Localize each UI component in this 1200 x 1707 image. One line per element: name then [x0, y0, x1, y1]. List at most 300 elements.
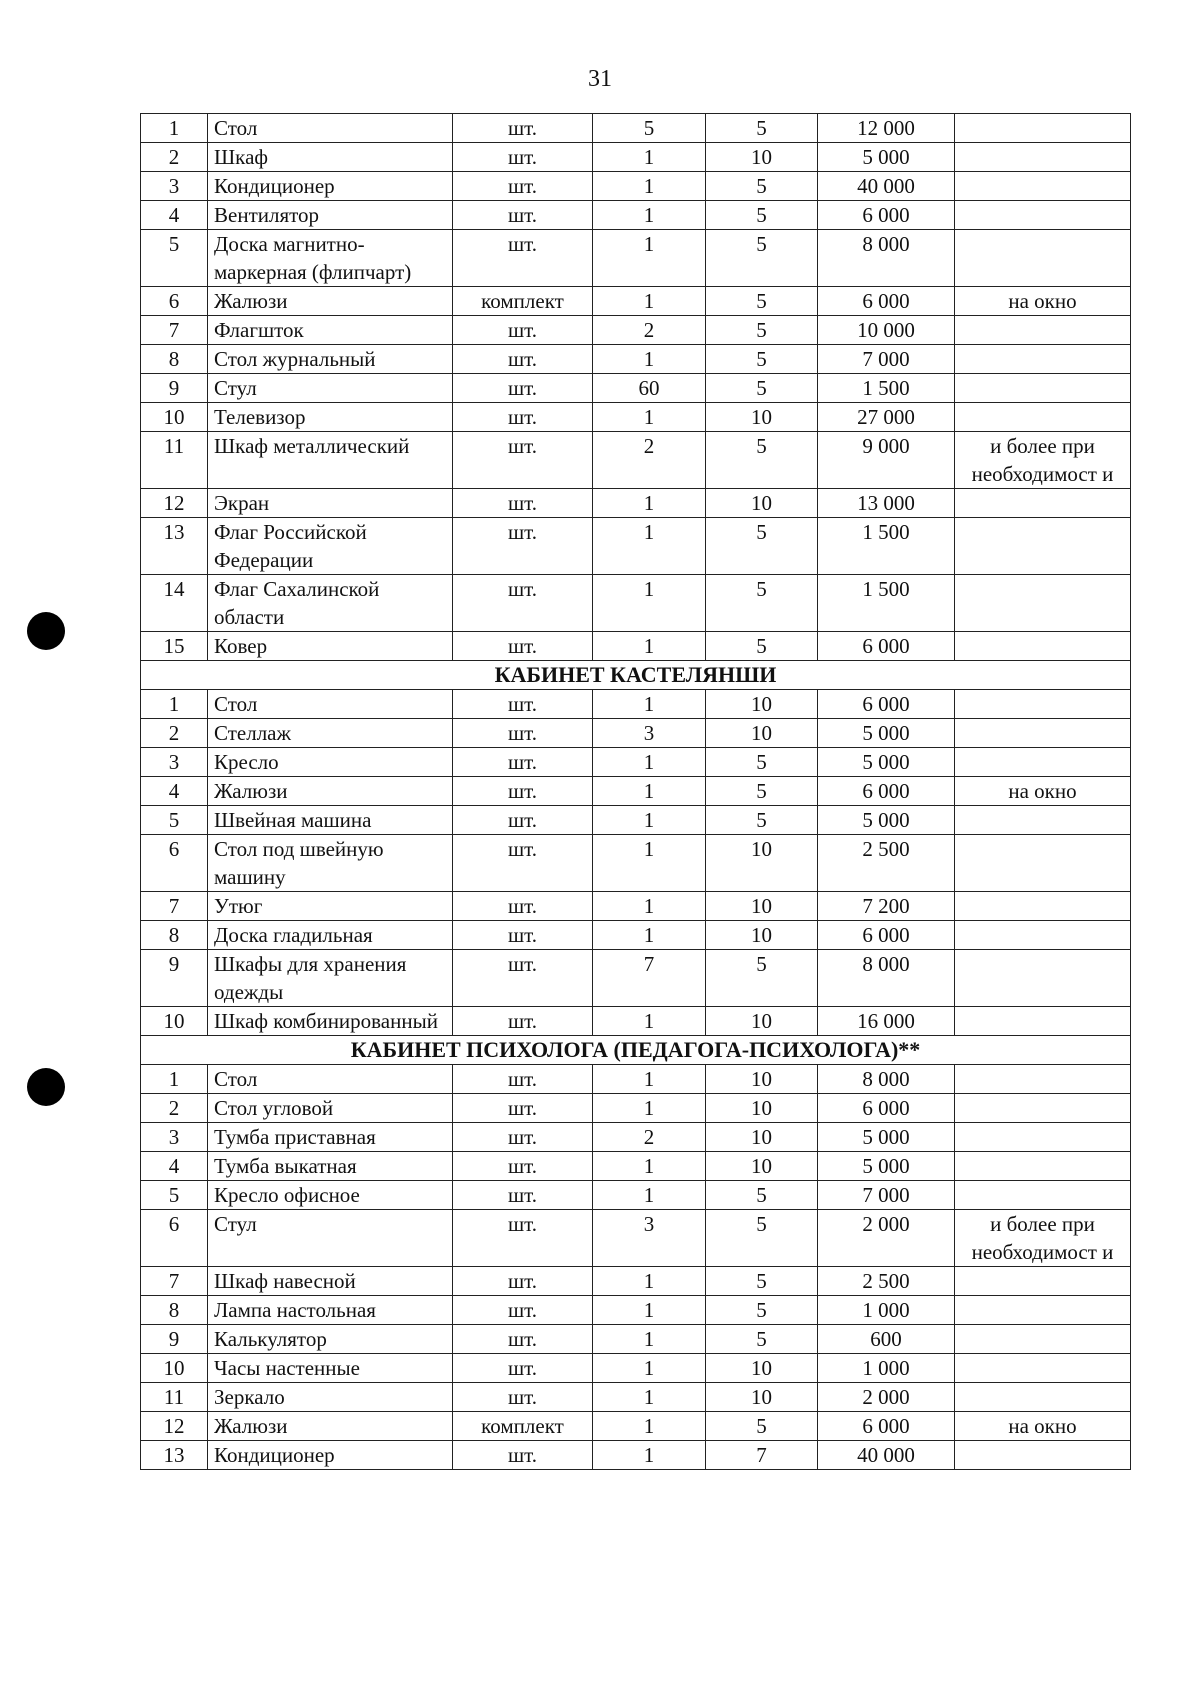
item-note	[955, 1441, 1131, 1470]
item-price: 2 500	[818, 835, 955, 892]
item-service-years: 10	[706, 892, 818, 921]
table-row	[141, 690, 1131, 719]
item-note	[955, 632, 1131, 661]
item-service-years: 5	[706, 777, 818, 806]
row-number: 13	[141, 518, 208, 575]
row-number: 4	[141, 1152, 208, 1181]
table-row	[141, 1094, 1131, 1123]
item-quantity: 1	[593, 1007, 706, 1036]
item-quantity: 1	[593, 403, 706, 432]
item-name: Стол угловой	[208, 1094, 453, 1123]
table-row	[141, 287, 1131, 316]
row-number: 10	[141, 403, 208, 432]
item-note	[955, 1383, 1131, 1412]
item-unit: шт.	[453, 1296, 593, 1325]
row-number: 5	[141, 806, 208, 835]
item-name: Стол журнальный	[208, 345, 453, 374]
item-price: 600	[818, 1325, 955, 1354]
item-note	[955, 921, 1131, 950]
item-name: Жалюзи	[208, 1412, 453, 1441]
item-quantity: 1	[593, 1296, 706, 1325]
item-service-years: 5	[706, 748, 818, 777]
item-price: 27 000	[818, 403, 955, 432]
table-row	[141, 1123, 1131, 1152]
item-name: Швейная машина	[208, 806, 453, 835]
item-note	[955, 1007, 1131, 1036]
item-unit: шт.	[453, 1210, 593, 1267]
item-unit: шт.	[453, 748, 593, 777]
item-note	[955, 1094, 1131, 1123]
item-name: Стол	[208, 690, 453, 719]
table-row	[141, 806, 1131, 835]
item-quantity: 2	[593, 316, 706, 345]
item-quantity: 1	[593, 632, 706, 661]
item-note: на окно	[955, 287, 1131, 316]
item-unit: шт.	[453, 892, 593, 921]
item-price: 6 000	[818, 690, 955, 719]
item-unit: шт.	[453, 1354, 593, 1383]
item-service-years: 7	[706, 1441, 818, 1470]
item-note	[955, 892, 1131, 921]
item-service-years: 10	[706, 1354, 818, 1383]
item-quantity: 5	[593, 114, 706, 143]
row-number: 12	[141, 489, 208, 518]
item-price: 10 000	[818, 316, 955, 345]
table-row	[141, 1210, 1131, 1267]
row-number: 9	[141, 374, 208, 403]
item-note	[955, 518, 1131, 575]
item-quantity: 1	[593, 172, 706, 201]
item-price: 12 000	[818, 114, 955, 143]
item-unit: комплект	[453, 287, 593, 316]
item-quantity: 1	[593, 835, 706, 892]
item-service-years: 10	[706, 1065, 818, 1094]
row-number: 3	[141, 172, 208, 201]
item-service-years: 5	[706, 1296, 818, 1325]
item-service-years: 5	[706, 1325, 818, 1354]
item-service-years: 10	[706, 835, 818, 892]
item-unit: шт.	[453, 489, 593, 518]
item-name: Лампа настольная	[208, 1296, 453, 1325]
row-number: 1	[141, 114, 208, 143]
item-quantity: 1	[593, 575, 706, 632]
row-number: 4	[141, 201, 208, 230]
item-unit: шт.	[453, 432, 593, 489]
item-name: Шкаф комбинированный	[208, 1007, 453, 1036]
item-note	[955, 1296, 1131, 1325]
row-number: 8	[141, 345, 208, 374]
table-row	[141, 1296, 1131, 1325]
item-unit: шт.	[453, 172, 593, 201]
row-number: 14	[141, 575, 208, 632]
item-unit: шт.	[453, 1181, 593, 1210]
row-number: 9	[141, 950, 208, 1007]
item-quantity: 1	[593, 1152, 706, 1181]
item-service-years: 5	[706, 287, 818, 316]
item-service-years: 10	[706, 1007, 818, 1036]
item-quantity: 3	[593, 1210, 706, 1267]
table-row	[141, 575, 1131, 632]
item-quantity: 1	[593, 1267, 706, 1296]
item-name: Жалюзи	[208, 287, 453, 316]
row-number: 7	[141, 1267, 208, 1296]
row-number: 3	[141, 1123, 208, 1152]
item-price: 1 500	[818, 518, 955, 575]
item-service-years: 5	[706, 1412, 818, 1441]
row-number: 5	[141, 230, 208, 287]
row-number: 2	[141, 143, 208, 172]
item-quantity: 1	[593, 489, 706, 518]
item-note	[955, 345, 1131, 374]
item-price: 6 000	[818, 921, 955, 950]
table-row	[141, 316, 1131, 345]
item-note	[955, 806, 1131, 835]
item-name: Зеркало	[208, 1383, 453, 1412]
item-quantity: 1	[593, 1412, 706, 1441]
item-unit: шт.	[453, 403, 593, 432]
section-title: КАБИНЕТ ПСИХОЛОГА (ПЕДАГОГА-ПСИХОЛОГА)**	[141, 1036, 1131, 1065]
item-note	[955, 950, 1131, 1007]
item-price: 6 000	[818, 1094, 955, 1123]
row-number: 2	[141, 719, 208, 748]
item-note	[955, 835, 1131, 892]
item-service-years: 5	[706, 1181, 818, 1210]
item-price: 2 500	[818, 1267, 955, 1296]
item-price: 8 000	[818, 950, 955, 1007]
row-number: 9	[141, 1325, 208, 1354]
table-row	[141, 777, 1131, 806]
item-price: 9 000	[818, 432, 955, 489]
table-row	[141, 230, 1131, 287]
item-service-years: 5	[706, 230, 818, 287]
table-row	[141, 748, 1131, 777]
item-unit: шт.	[453, 374, 593, 403]
row-number: 15	[141, 632, 208, 661]
item-note	[955, 172, 1131, 201]
row-number: 13	[141, 1441, 208, 1470]
item-unit: шт.	[453, 1325, 593, 1354]
item-quantity: 1	[593, 1383, 706, 1412]
item-price: 16 000	[818, 1007, 955, 1036]
item-unit: шт.	[453, 690, 593, 719]
item-name: Флагшток	[208, 316, 453, 345]
item-service-years: 10	[706, 1094, 818, 1123]
item-quantity: 1	[593, 806, 706, 835]
item-name: Телевизор	[208, 403, 453, 432]
item-price: 1 000	[818, 1296, 955, 1325]
item-unit: комплект	[453, 1412, 593, 1441]
item-name: Кондиционер	[208, 1441, 453, 1470]
item-price: 6 000	[818, 632, 955, 661]
item-unit: шт.	[453, 806, 593, 835]
table-row	[141, 374, 1131, 403]
table-row	[141, 1412, 1131, 1441]
item-name: Доска магнитно-маркерная (флипчарт)	[208, 230, 453, 287]
item-price: 8 000	[818, 230, 955, 287]
table-row	[141, 1354, 1131, 1383]
table-row	[141, 489, 1131, 518]
item-name: Стул	[208, 374, 453, 403]
item-name: Вентилятор	[208, 201, 453, 230]
item-price: 2 000	[818, 1383, 955, 1412]
item-name: Кресло офисное	[208, 1181, 453, 1210]
item-service-years: 5	[706, 316, 818, 345]
page-number: 31	[588, 66, 612, 92]
item-price: 5 000	[818, 1123, 955, 1152]
item-name: Тумба выкатная	[208, 1152, 453, 1181]
item-price: 1 000	[818, 1354, 955, 1383]
item-note: и более при необходимост и	[955, 1210, 1131, 1267]
item-unit: шт.	[453, 143, 593, 172]
table-row	[141, 172, 1131, 201]
item-price: 6 000	[818, 201, 955, 230]
table-row	[141, 1441, 1131, 1470]
table-row	[141, 201, 1131, 230]
item-name: Стол	[208, 1065, 453, 1094]
item-quantity: 3	[593, 719, 706, 748]
item-price: 7 200	[818, 892, 955, 921]
item-note	[955, 1152, 1131, 1181]
item-quantity: 1	[593, 230, 706, 287]
item-quantity: 1	[593, 1181, 706, 1210]
item-unit: шт.	[453, 1152, 593, 1181]
item-name: Тумба приставная	[208, 1123, 453, 1152]
item-price: 1 500	[818, 575, 955, 632]
item-quantity: 60	[593, 374, 706, 403]
item-service-years: 5	[706, 374, 818, 403]
item-quantity: 2	[593, 432, 706, 489]
item-name: Шкаф	[208, 143, 453, 172]
item-unit: шт.	[453, 1383, 593, 1412]
table-row	[141, 921, 1131, 950]
item-service-years: 5	[706, 1267, 818, 1296]
item-price: 5 000	[818, 143, 955, 172]
item-name: Утюг	[208, 892, 453, 921]
item-note	[955, 1354, 1131, 1383]
item-note	[955, 374, 1131, 403]
item-unit: шт.	[453, 1094, 593, 1123]
item-name: Жалюзи	[208, 777, 453, 806]
section-header-row	[141, 1036, 1131, 1065]
table-row	[141, 1065, 1131, 1094]
item-service-years: 10	[706, 690, 818, 719]
binder-hole-lower	[27, 1068, 65, 1106]
item-unit: шт.	[453, 316, 593, 345]
item-name: Ковер	[208, 632, 453, 661]
item-service-years: 10	[706, 1152, 818, 1181]
item-note	[955, 690, 1131, 719]
item-name: Экран	[208, 489, 453, 518]
row-number: 10	[141, 1007, 208, 1036]
item-note	[955, 1123, 1131, 1152]
item-price: 6 000	[818, 777, 955, 806]
item-service-years: 10	[706, 143, 818, 172]
item-note	[955, 201, 1131, 230]
table-row	[141, 114, 1131, 143]
item-note	[955, 1181, 1131, 1210]
binder-hole-upper	[27, 612, 65, 650]
item-unit: шт.	[453, 1441, 593, 1470]
table-row	[141, 345, 1131, 374]
row-number: 6	[141, 835, 208, 892]
item-name: Флаг Сахалинской области	[208, 575, 453, 632]
item-quantity: 1	[593, 1065, 706, 1094]
item-quantity: 1	[593, 690, 706, 719]
item-quantity: 1	[593, 201, 706, 230]
row-number: 8	[141, 1296, 208, 1325]
item-price: 2 000	[818, 1210, 955, 1267]
item-note	[955, 114, 1131, 143]
item-price: 5 000	[818, 806, 955, 835]
item-note	[955, 1267, 1131, 1296]
row-number: 12	[141, 1412, 208, 1441]
item-quantity: 1	[593, 748, 706, 777]
row-number: 6	[141, 1210, 208, 1267]
item-price: 13 000	[818, 489, 955, 518]
item-price: 40 000	[818, 1441, 955, 1470]
item-unit: шт.	[453, 1065, 593, 1094]
row-number: 1	[141, 690, 208, 719]
item-note	[955, 1065, 1131, 1094]
item-quantity: 1	[593, 1094, 706, 1123]
section-title: КАБИНЕТ КАСТЕЛЯНШИ	[141, 661, 1131, 690]
item-name: Стол	[208, 114, 453, 143]
item-price: 8 000	[818, 1065, 955, 1094]
item-quantity: 7	[593, 950, 706, 1007]
item-quantity: 1	[593, 287, 706, 316]
item-unit: шт.	[453, 921, 593, 950]
item-note	[955, 748, 1131, 777]
item-service-years: 5	[706, 114, 818, 143]
item-name: Шкаф металлический	[208, 432, 453, 489]
item-service-years: 10	[706, 489, 818, 518]
item-name: Часы настенные	[208, 1354, 453, 1383]
item-service-years: 10	[706, 1123, 818, 1152]
item-unit: шт.	[453, 201, 593, 230]
item-price: 6 000	[818, 1412, 955, 1441]
row-number: 11	[141, 432, 208, 489]
item-service-years: 5	[706, 172, 818, 201]
table-row	[141, 1007, 1131, 1036]
row-number: 11	[141, 1383, 208, 1412]
item-note	[955, 230, 1131, 287]
item-name: Доска гладильная	[208, 921, 453, 950]
row-number: 8	[141, 921, 208, 950]
item-service-years: 5	[706, 632, 818, 661]
item-unit: шт.	[453, 632, 593, 661]
item-unit: шт.	[453, 575, 593, 632]
table-row	[141, 1267, 1131, 1296]
row-number: 7	[141, 892, 208, 921]
item-service-years: 5	[706, 201, 818, 230]
item-price: 1 500	[818, 374, 955, 403]
item-name: Шкаф навесной	[208, 1267, 453, 1296]
item-quantity: 1	[593, 777, 706, 806]
table-row	[141, 632, 1131, 661]
item-service-years: 5	[706, 432, 818, 489]
item-unit: шт.	[453, 719, 593, 748]
item-note	[955, 143, 1131, 172]
item-note	[955, 403, 1131, 432]
item-quantity: 1	[593, 921, 706, 950]
section-header-row	[141, 661, 1131, 690]
row-number: 1	[141, 1065, 208, 1094]
item-unit: шт.	[453, 230, 593, 287]
row-number: 5	[141, 1181, 208, 1210]
table-row	[141, 432, 1131, 489]
item-note: и более при необходимост и	[955, 432, 1131, 489]
row-number: 7	[141, 316, 208, 345]
row-number: 4	[141, 777, 208, 806]
table-row	[141, 835, 1131, 892]
item-quantity: 1	[593, 143, 706, 172]
item-service-years: 10	[706, 921, 818, 950]
item-price: 5 000	[818, 1152, 955, 1181]
item-price: 7 000	[818, 1181, 955, 1210]
item-quantity: 1	[593, 345, 706, 374]
item-name: Стол под швейную машину	[208, 835, 453, 892]
item-service-years: 5	[706, 806, 818, 835]
row-number: 2	[141, 1094, 208, 1123]
item-name: Стул	[208, 1210, 453, 1267]
table-row	[141, 892, 1131, 921]
item-unit: шт.	[453, 1267, 593, 1296]
item-service-years: 5	[706, 575, 818, 632]
table-row	[141, 143, 1131, 172]
item-quantity: 1	[593, 892, 706, 921]
item-service-years: 5	[706, 1210, 818, 1267]
item-name: Стеллаж	[208, 719, 453, 748]
item-service-years: 10	[706, 1383, 818, 1412]
item-note	[955, 316, 1131, 345]
item-price: 5 000	[818, 748, 955, 777]
inventory-table	[140, 113, 1131, 1470]
item-quantity: 1	[593, 1354, 706, 1383]
item-name: Калькулятор	[208, 1325, 453, 1354]
item-note	[955, 489, 1131, 518]
item-service-years: 5	[706, 345, 818, 374]
item-unit: шт.	[453, 518, 593, 575]
item-unit: шт.	[453, 777, 593, 806]
table-row	[141, 1152, 1131, 1181]
item-quantity: 1	[593, 518, 706, 575]
item-unit: шт.	[453, 835, 593, 892]
table-row	[141, 719, 1131, 748]
item-unit: шт.	[453, 114, 593, 143]
item-service-years: 5	[706, 950, 818, 1007]
item-note	[955, 1325, 1131, 1354]
item-note	[955, 575, 1131, 632]
item-price: 6 000	[818, 287, 955, 316]
item-quantity: 1	[593, 1325, 706, 1354]
item-unit: шт.	[453, 1007, 593, 1036]
table-row	[141, 1325, 1131, 1354]
row-number: 6	[141, 287, 208, 316]
row-number: 10	[141, 1354, 208, 1383]
table-row	[141, 950, 1131, 1007]
item-price: 7 000	[818, 345, 955, 374]
item-service-years: 5	[706, 518, 818, 575]
item-quantity: 2	[593, 1123, 706, 1152]
item-price: 40 000	[818, 172, 955, 201]
item-note: на окно	[955, 1412, 1131, 1441]
item-price: 5 000	[818, 719, 955, 748]
item-unit: шт.	[453, 1123, 593, 1152]
table-row	[141, 1383, 1131, 1412]
item-name: Флаг Российской Федерации	[208, 518, 453, 575]
item-note: на окно	[955, 777, 1131, 806]
item-unit: шт.	[453, 345, 593, 374]
